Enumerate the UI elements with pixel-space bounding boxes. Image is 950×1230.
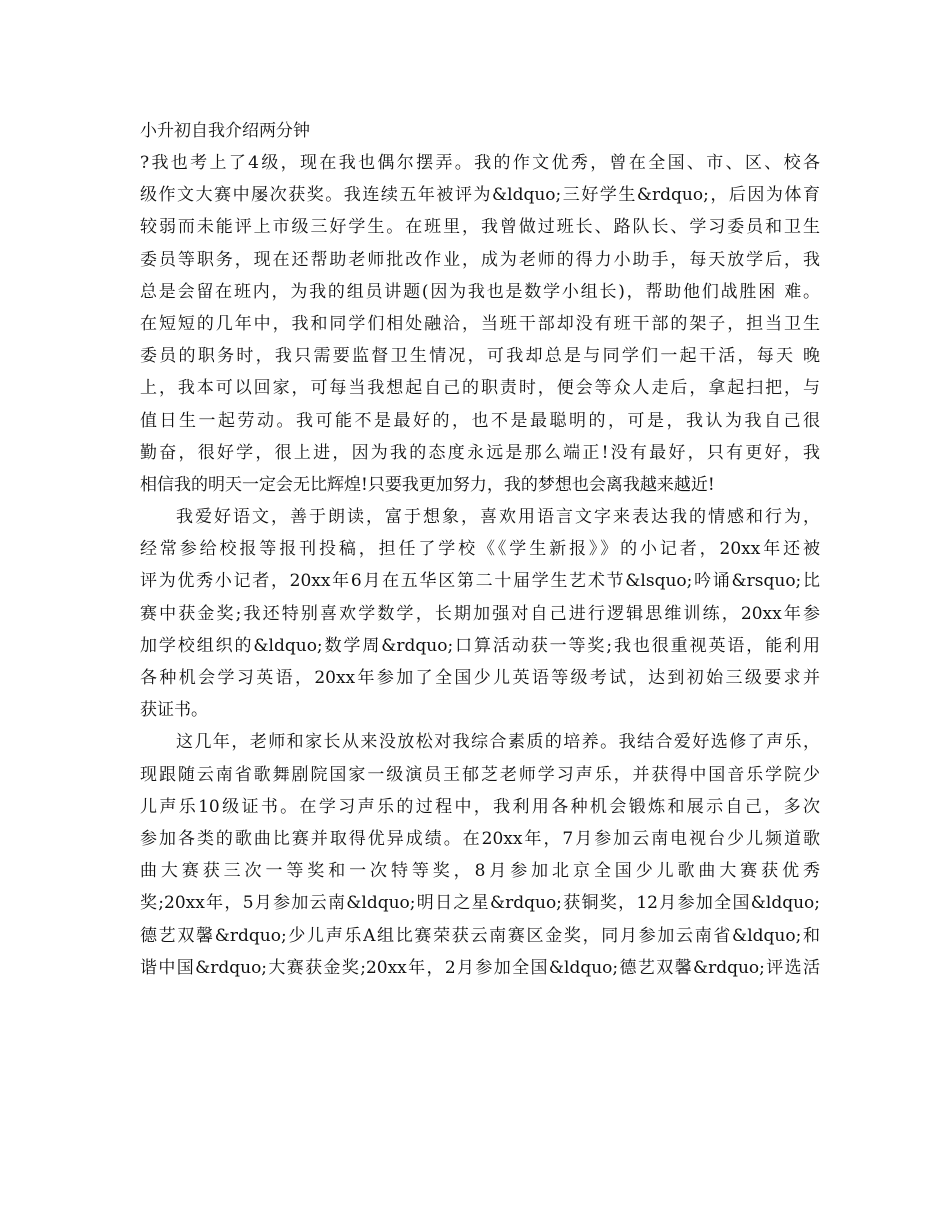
text-line: 参加各类的歌曲比赛并取得优异成绩。在20xx年，7月参加云南电视台少儿频道歌 [140,828,820,849]
paragraph-2 [140,501,820,726]
text-line: 德艺双馨&rdquo;少儿声乐A组比赛荣获云南赛区金奖，同月参加云南省&ldquo;和 [140,925,820,946]
text-line: 级作文大赛中屡次获奖。我连续五年被评为&ldquo;三好学生&rdquo;，后因为体育 [140,185,820,206]
text-line: 奖;20xx年，5月参加云南&ldquo;明日之星&rdquo;获铜奖，12月参加全国&ldquo; [140,893,820,914]
paragraph-1 [140,147,820,501]
text-line: 现跟随云南省歌舞剧院国家一级演员王郁芝老师学习声乐，并获得中国音乐学院少 [140,764,820,785]
text-line: 较弱而未能评上市级三好学生。在班里，我曾做过班长、路队长、学习委员和卫生 [140,217,820,238]
paragraph-3 [140,726,820,984]
text-line: 经常参给校报等报刊投稿，担任了学校《《学生新报》》的小记者，20xx年还被 [140,539,820,560]
text-line: 相信我的明天一定会无比辉煌!只要我更加努力，我的梦想也会离我越来越近! [140,474,715,495]
document-title: 小升初自我介绍两分钟 [140,121,310,141]
text-line: 上，我本可以回家，可每当我想起自己的职责时，便会等众人走后，拿起扫把，与 [140,378,820,399]
text-line: 这几年，老师和家长从来没放松对我综合素质的培养。我结合爱好选修了声乐， [176,732,820,753]
text-line: 总是会留在班内，为我的组员讲题(因为我也是数学小组长)，帮助他们战胜困 难。 [140,281,820,302]
text-line: 曲大赛获三次一等奖和一次特等奖，8月参加北京全国少儿歌曲大赛获优秀 [140,861,820,882]
text-line: 在短短的几年中，我和同学们相处融洽，当班干部却没有班干部的架子，担当卫生 [140,313,820,334]
text-line: 儿声乐10级证书。在学习声乐的过程中，我利用各种机会锻炼和展示自己，多次 [140,796,820,817]
text-line: 委员等职务，现在还帮助老师批改作业，成为老师的得力小助手，每天放学后，我 [140,249,820,270]
text-line: 加学校组织的&ldquo;数学周&rdquo;口算活动获一等奖;我也很重视英语，能利用 [140,635,820,656]
text-line: 谐中国&rdquo;大赛获金奖;20xx年，2月参加全国&ldquo;德艺双馨&rdquo;评选活 [140,957,820,978]
text-line: 获证书。 [140,700,208,721]
text-line: 评为优秀小记者，20xx年6月在五华区第二十届学生艺术节&lsquo;吟诵&rsquo;比 [140,571,820,592]
text-line: 我爱好语文，善于朗读，富于想象，喜欢用语言文字来表达我的情感和行为， [176,507,820,528]
text-line: 委员的职务时，我只需要监督卫生情况，可我却总是与同学们一起干活，每天 晚 [140,346,820,367]
text-line: 赛中获金奖;我还特别喜欢学数学，长期加强对自己进行逻辑思维训练，20xx年参 [140,603,820,624]
text-line: ?我也考上了4级，现在我也偶尔摆弄。我的作文优秀，曾在全国、市、区、校各 [140,153,820,173]
text-line: 值日生一起劳动。我可能不是最好的，也不是最聪明的，可是，我认为我自己很 [140,410,820,431]
document-body [140,147,820,984]
text-line: 勤奋，很好学，很上进，因为我的态度永远是那么端正!没有最好，只有更好，我 [140,442,820,463]
text-line: 各种机会学习英语，20xx年参加了全国少儿英语等级考试，达到初始三级要求并 [140,668,820,688]
